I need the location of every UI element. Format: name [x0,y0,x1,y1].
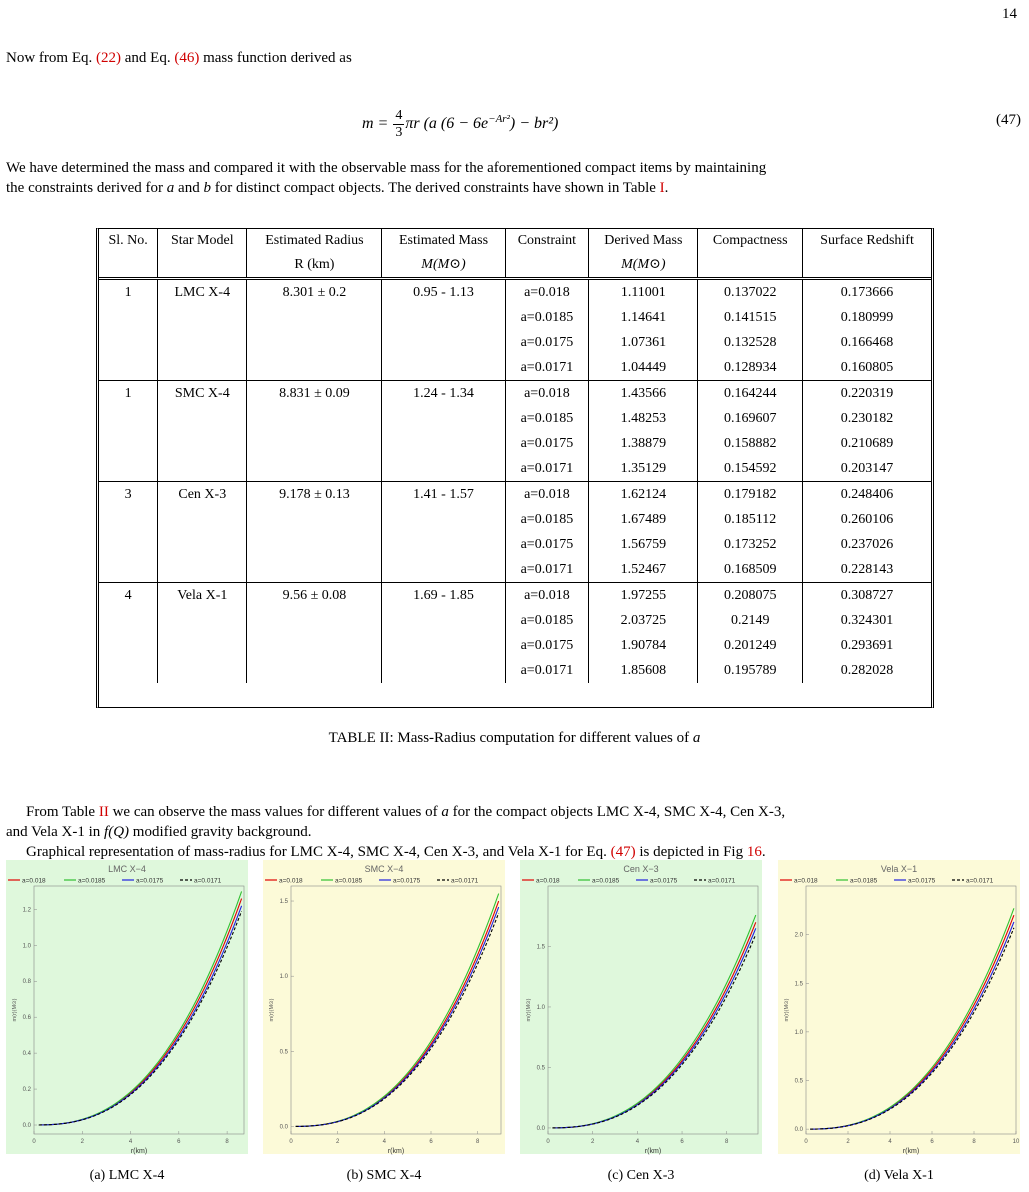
cell-blank [158,557,247,583]
legend-label: a=0.018 [794,877,818,885]
cell-derived-mass: 1.38879 [589,431,698,456]
legend-label: a=0.0185 [592,877,620,885]
legend-label: a=0.0171 [194,877,222,885]
legend-label: a=0.0185 [850,877,878,885]
cell-model: Vela X-1 [158,583,247,609]
cell-derived-mass: 1.48253 [589,406,698,431]
cell-constraint: a=0.0175 [505,431,589,456]
cell-blank [99,608,158,633]
x-tick-label: 8 [475,1139,480,1145]
caption-text: TABLE II: Mass-Radius computation for different values of [328,730,693,746]
cell-blank [382,330,505,355]
unit-cell [698,252,803,279]
cell-blank [247,456,382,482]
subfigure-caption: (d) Vela X-1 [864,1168,934,1183]
cell-compactness: 0.179182 [698,482,803,508]
page-number: 14 [1002,6,1017,22]
cell-derived-mass: 1.97255 [589,583,698,609]
cell-compactness: 0.128934 [698,355,803,381]
cell-blank [382,608,505,633]
table-row [99,456,931,482]
cell-blank [247,557,382,583]
legend-label: a=0.0171 [451,877,479,885]
cell-model: SMC X-4 [158,381,247,407]
equation-body [362,108,558,141]
cell-constraint: a=0.018 [505,381,589,407]
text-span: is depicted in Fig [635,844,747,860]
text-span: the constraints derived for [6,180,167,196]
chart-background [520,860,762,1154]
cell-constraint: a=0.0175 [505,633,589,658]
legend-label: a=0.0175 [136,877,164,885]
cell-blank [382,557,505,583]
unit-cell: M(M⊙) [589,252,698,279]
cell-sl: 3 [99,482,158,508]
cell-compactness: 0.132528 [698,330,803,355]
table-row [99,381,931,407]
cell-constraint: a=0.0185 [505,305,589,330]
chart-panel-cen [520,860,762,1160]
cell-blank [247,658,382,683]
cell-surface-redshift: 0.248406 [803,482,931,508]
x-tick-label: 4 [888,1139,892,1145]
cell-surface-redshift: 0.160805 [840,359,894,375]
cell-derived-mass: 1.11001 [589,279,698,306]
cell-constraint: a=0.018 [505,482,589,508]
table-row [99,406,931,431]
cell-radius: 9.178 ± 0.13 [247,482,382,508]
legend-label: a=0.0175 [393,877,421,885]
cell-compactness: 0.173252 [698,532,803,557]
cell-surface-redshift: 0.293691 [840,637,894,653]
chart-background [778,860,1020,1154]
intro-text-b: and Eq. [121,50,175,66]
cell-sl: 1 [99,279,158,306]
cell-blank [247,507,382,532]
cell-constraint: a=0.0171 [505,658,589,683]
x-tick-label: 0 [804,1139,808,1145]
paragraph-line [6,842,1021,862]
chart-title: LMC X−4 [108,864,146,874]
legend-label: a=0.018 [22,877,46,885]
var-a: a [441,804,449,820]
equation-fraction [393,108,404,141]
cell-constraint: a=0.018 [505,279,589,306]
x-tick-label: 0 [289,1139,293,1145]
chart-cen [520,860,762,1160]
y-tick-label: 1.2 [22,907,31,914]
equation-rhs-b: ) − br²) [509,115,559,133]
table-row [99,633,931,658]
cell-blank [247,330,382,355]
cell-blank [158,658,247,683]
table-row [99,583,931,609]
cell-surface-redshift: 0.282028 [840,662,894,678]
table-caption [0,730,1029,747]
header-cell: Estimated Mass [382,229,505,252]
table-body [99,279,931,684]
text-span: From Table [26,804,99,820]
legend-label: a=0.018 [536,877,560,885]
chart-title: SMC X−4 [364,864,404,874]
cell-compactness: 0.158882 [698,431,803,456]
x-tick-label: 0 [546,1139,550,1145]
legend-label: a=0.018 [279,877,303,885]
table-row [99,608,931,633]
mass-radius-table [96,228,934,708]
cell-blank [99,456,158,482]
chart-lmc [6,860,248,1160]
cell-surface-redshift: 0.237026 [840,536,894,552]
cell-compactness: 0.154592 [698,456,803,482]
cell-blank [247,532,382,557]
cell-blank [158,355,247,381]
x-tick-label: 10 [1012,1139,1020,1145]
table-row [99,330,931,355]
cell-blank [99,305,158,330]
unit-cell [505,252,589,279]
x-axis-label: r(km) [130,1148,148,1155]
paragraph-line [6,802,1021,822]
table-ref-I[interactable]: I [659,180,665,196]
cell-surface-redshift: 0.260106 [840,511,894,527]
cell-derived-mass: 1.43566 [589,381,698,407]
y-tick-label: 0.6 [22,1015,31,1022]
legend-label: a=0.0185 [78,877,106,885]
cell-constraint: a=0.0175 [505,532,589,557]
paragraph-constraints [6,158,1021,198]
eq-ref-22[interactable]: (22) [96,50,121,66]
cell-compactness: 0.164244 [698,381,803,407]
intro-line [6,48,1021,68]
y-axis-label: m(r)(M⊙) [269,998,275,1022]
cell-blank [99,330,158,355]
cell-blank [382,532,505,557]
cell-model: Cen X-3 [158,482,247,508]
cell-surface-redshift: 0.180999 [840,309,894,325]
equation-exponent: −Ar² [488,112,510,125]
cell-radius: 9.56 ± 0.08 [247,583,382,609]
cell-blank [382,305,505,330]
table-row [99,557,931,583]
y-tick-label: 0.0 [536,1125,545,1132]
cell-surface-redshift: 0.173666 [803,279,931,306]
cell-blank [247,431,382,456]
fraction-denominator: 3 [395,125,403,140]
y-tick-label: 1.0 [279,974,288,981]
cell-blank [382,355,505,381]
cell-derived-mass: 1.04449 [589,355,698,381]
y-tick-label: 0.5 [794,1078,803,1085]
cell-compactness: 0.195789 [698,658,803,683]
cell-derived-mass: 1.07361 [589,330,698,355]
cell-blank [158,633,247,658]
x-tick-label: 2 [846,1139,850,1145]
x-tick-label: 2 [80,1139,84,1145]
legend-label: a=0.0175 [650,877,678,885]
cell-blank [158,507,247,532]
x-tick-label: 4 [635,1139,640,1145]
y-tick-label: 1.5 [794,981,803,988]
var-b: b [203,180,211,196]
x-tick-label: 6 [680,1139,684,1145]
legend-label: a=0.0175 [908,877,936,885]
intro-text-c: mass function derived as [199,50,352,66]
table-units-row [99,252,931,279]
cell-compactness: 0.2149 [698,608,803,633]
cell-blank [99,658,158,683]
eq-ref-46[interactable]: (46) [174,50,200,66]
cell-constraint: a=0.0171 [505,355,589,381]
cell-blank [247,608,382,633]
cell-blank [99,355,158,381]
y-tick-label: 0.0 [22,1123,31,1130]
header-cell: Surface Redshift [820,232,914,248]
y-tick-label: 1.0 [794,1029,803,1036]
cell-blank [158,406,247,431]
y-tick-label: 0.5 [279,1049,288,1056]
cell-blank [247,406,382,431]
y-tick-label: 1.0 [536,1004,545,1011]
cell-derived-mass: 1.90784 [589,633,698,658]
cell-derived-mass: 1.67489 [589,507,698,532]
text-span: for distinct compact objects. The derived constraints have shown in Table [210,180,660,196]
cell-constraint: a=0.0185 [505,406,589,431]
fig-ref-16[interactable]: 16 [746,844,762,860]
x-tick-label: 6 [429,1139,433,1145]
cell-blank [99,507,158,532]
cell-surface-redshift: 0.166468 [840,334,894,350]
cell-blank [99,431,158,456]
cell-mass: 1.41 - 1.57 [382,482,505,508]
y-tick-label: 0.5 [536,1065,545,1072]
cell-surface-redshift: 0.228143 [840,561,894,577]
y-tick-label: 2.0 [794,932,803,939]
cell-constraint: a=0.0171 [505,456,589,482]
unit-cell: M(M⊙) [382,252,505,279]
cell-blank [382,431,505,456]
cell-surface-redshift: 0.324301 [840,612,894,628]
cell-compactness: 0.141515 [698,305,803,330]
cell-sl: 1 [99,381,158,407]
cell-blank [382,507,505,532]
cell-derived-mass: 1.56759 [589,532,698,557]
header-cell: Constraint [505,229,589,252]
table-ref-II[interactable]: II [98,804,109,820]
cell-radius: 8.831 ± 0.09 [247,381,382,407]
cell-blank [247,305,382,330]
table-row [99,305,931,330]
cell-mass: 0.95 - 1.13 [382,279,505,306]
cell-model: LMC X-4 [158,279,247,306]
y-tick-label: 0.2 [22,1087,31,1094]
table-row [99,279,931,306]
cell-mass: 1.69 - 1.85 [382,583,505,609]
table-row [99,532,931,557]
fq-symbol: f(Q) [104,824,130,840]
cell-derived-mass: 1.85608 [589,658,698,683]
header-cell: Estimated Radius [247,229,382,252]
var-a: a [166,180,175,196]
text-span: modified gravity background. [129,824,312,840]
paragraph-line: We have determined the mass and compared it with the observable mass for the aforementioned compact items by maintaining [6,160,767,176]
cell-blank [158,431,247,456]
text-span: Graphical representation of mass-radius for LMC X-4, SMC X-4, Cen X-3, and Vela X-1 for Eq. [26,844,611,860]
header-cell: Star Model [158,229,247,252]
cell-surface-redshift: 0.230182 [840,410,894,426]
cell-blank [382,633,505,658]
header-cell: Sl. No. [99,229,158,252]
cell-blank [382,406,505,431]
paragraph-line [6,178,1021,198]
text-span: and [174,180,204,196]
chart-smc [263,860,505,1160]
y-axis-label: m(r)(M⊙) [12,998,18,1022]
x-tick-label: 8 [725,1139,729,1145]
table-header-row [99,229,931,252]
cell-surface-redshift: 0.203147 [840,460,894,476]
cell-blank [158,532,247,557]
cell-compactness: 0.201249 [698,633,803,658]
cell-sl: 4 [99,583,158,609]
cell-radius: 8.301 ± 0.2 [247,279,382,306]
x-tick-label: 4 [382,1139,387,1145]
x-axis-label: r(km) [644,1148,662,1155]
x-tick-label: 8 [972,1139,976,1145]
eq-ref-47[interactable]: (47) [610,844,636,860]
cell-blank [158,456,247,482]
intro-text-a: Now from Eq. [6,50,96,66]
cell-blank [99,557,158,583]
cell-compactness: 0.168509 [698,557,803,583]
chart-title: Cen X−3 [623,864,659,874]
cell-mass: 1.24 - 1.34 [382,381,505,407]
x-axis-label: r(km) [387,1148,405,1155]
cell-constraint: a=0.018 [505,583,589,609]
cell-derived-mass: 1.52467 [589,557,698,583]
paragraph-line [6,822,1021,842]
x-tick-label: 6 [177,1139,181,1145]
x-tick-label: 2 [335,1139,340,1145]
cell-surface-redshift: 0.220319 [803,381,931,407]
text-span: . [761,844,766,860]
cell-derived-mass: 1.14641 [589,305,698,330]
y-tick-label: 0.4 [22,1051,31,1058]
caption-var: a [692,730,701,746]
cell-compactness: 0.185112 [698,507,803,532]
cell-blank [158,330,247,355]
table-row [99,355,931,381]
x-tick-label: 6 [930,1139,934,1145]
cell-derived-mass: 1.62124 [589,482,698,508]
text-span: and Vela X-1 in [6,824,105,840]
cell-blank [99,406,158,431]
chart-panel-vela [778,860,1020,1160]
equation-rhs-a: πr (a (6 − 6e [405,115,489,133]
header-cell: Compactness [698,229,803,252]
table-row [99,658,931,683]
table-row [99,431,931,456]
cell-blank [382,456,505,482]
x-tick-label: 0 [32,1139,36,1145]
chart-background [263,860,505,1154]
table-row [99,482,931,508]
legend-label: a=0.0171 [708,877,736,885]
cell-constraint: a=0.0185 [505,507,589,532]
y-tick-label: 0.0 [794,1127,803,1134]
subfigure-caption: (a) LMC X-4 [89,1168,165,1183]
x-axis-label: r(km) [902,1148,920,1155]
x-tick-label: 8 [225,1139,229,1145]
cell-derived-mass: 1.35129 [589,456,698,482]
subfigure-caption: (c) Cen X-3 [607,1168,675,1183]
equation-lhs: m = [362,115,393,133]
cell-surface-redshift: 0.210689 [840,435,894,451]
chart-panel-lmc [6,860,248,1160]
unit-cell [158,252,247,279]
paragraph-observation [6,802,1021,862]
chart-vela [778,860,1020,1160]
x-tick-label: 2 [591,1139,595,1145]
y-tick-label: 1.0 [22,943,31,950]
cell-compactness: 0.169607 [698,406,803,431]
cell-blank [247,633,382,658]
y-tick-label: 1.5 [536,944,545,951]
cell-constraint: a=0.0175 [505,330,589,355]
text-span: for the compact objects LMC X-4, SMC X-4, Cen X-3, [448,804,786,820]
table [99,229,931,683]
equation-47 [0,102,1029,142]
text-span: . [664,180,669,196]
y-axis-label: m(r)(M⊙) [784,998,790,1022]
legend-label: a=0.0171 [966,877,994,885]
equation-number: (47) [996,112,1021,128]
cell-blank [382,658,505,683]
x-tick-label: 4 [128,1139,133,1145]
cell-blank [99,633,158,658]
cell-blank [158,608,247,633]
header-cell: Derived Mass [589,229,698,252]
cell-compactness: 0.208075 [698,583,803,609]
y-tick-label: 1.5 [279,899,288,906]
table-row [99,507,931,532]
cell-constraint: a=0.0171 [505,557,589,583]
chart-background [6,860,248,1154]
unit-cell [99,252,158,279]
cell-compactness: 0.137022 [698,279,803,306]
chart-title: Vela X−1 [880,864,918,874]
fraction-numerator: 4 [395,108,403,123]
cell-derived-mass: 2.03725 [589,608,698,633]
unit-cell: R (km) [247,252,382,279]
legend-label: a=0.0185 [335,877,363,885]
cell-constraint: a=0.0185 [505,608,589,633]
subfigure-caption: (b) SMC X-4 [346,1168,422,1183]
text-span: we can observe the mass values for different values of [108,804,442,820]
cell-blank [158,305,247,330]
cell-blank [247,355,382,381]
y-tick-label: 0.8 [22,979,31,986]
chart-panel-smc [263,860,505,1160]
y-axis-label: m(r)(M⊙) [526,998,532,1022]
unit-cell [803,252,931,279]
cell-surface-redshift: 0.308727 [803,583,931,609]
cell-blank [99,532,158,557]
y-tick-label: 0.0 [279,1124,288,1131]
